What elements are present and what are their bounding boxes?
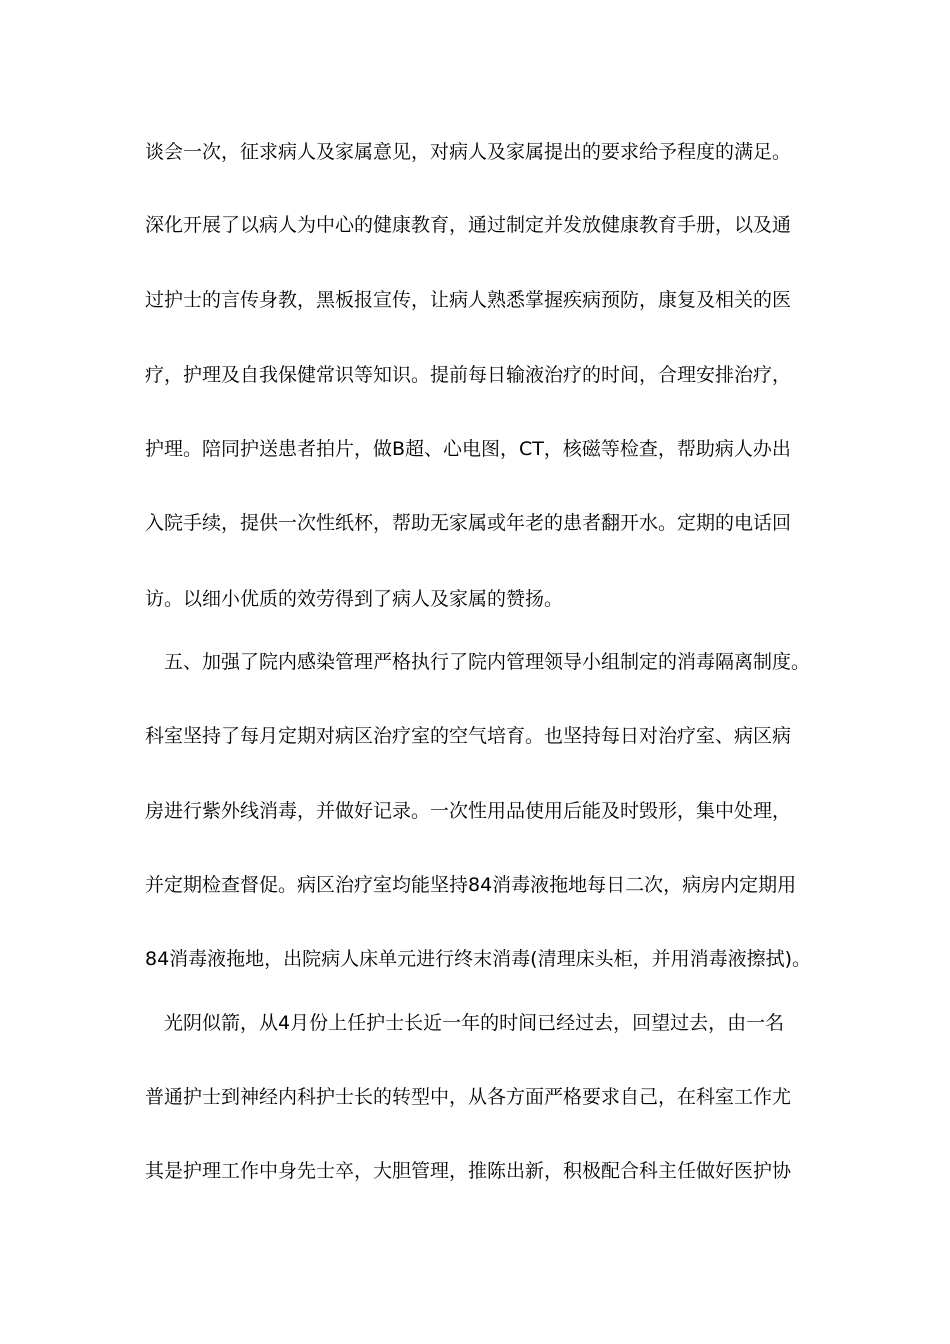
text-line: 深化开展了以病人为中心的健康教育，通过制定并发放健康教育手册，以及通 [145, 214, 792, 236]
text-line: 疗，护理及自我保健常识等知识。提前每日输液治疗的时间，合理安排治疗， [145, 364, 792, 386]
text-line: 普通护士到神经内科护士长的转型中，从各方面严格要求自己，在科室工作尤 [145, 1086, 792, 1108]
text-line: 访。以细小优质的效劳得到了病人及家属的赞扬。 [145, 588, 564, 610]
text-line: 84消毒液拖地，出院病人床单元进行终末消毒(清理床头柜，并用消毒液擦拭)。 [145, 948, 812, 970]
text-line: 其是护理工作中身先士卒，大胆管理，推陈出新，积极配合科主任做好医护协 [145, 1160, 792, 1182]
text-line: 过护士的言传身教，黑板报宣传，让病人熟悉掌握疾病预防，康复及相关的医 [145, 289, 792, 311]
section-heading-line: 五、加强了院内感染管理严格执行了院内管理领导小组制定的消毒隔离制度。 [164, 651, 811, 673]
text-line: 护理。陪同护送患者拍片，做B超、心电图，CT，核磁等检查，帮助病人办出 [145, 438, 791, 460]
text-line: 并定期检查督促。病区治疗室均能坚持84消毒液拖地每日二次，病房内定期用 [145, 874, 797, 896]
text-line: 房进行紫外线消毒，并做好记录。一次性用品使用后能及时毁形，集中处理， [145, 800, 792, 822]
text-line: 科室坚持了每月定期对病区治疗室的空气培育。也坚持每日对治疗室、病区病 [145, 725, 792, 747]
text-line: 谈会一次，征求病人及家属意见，对病人及家属提出的要求给予程度的满足。 [145, 141, 792, 163]
text-line: 入院手续，提供一次性纸杯，帮助无家属或年老的患者翻开水。定期的电话回 [145, 512, 792, 534]
paragraph-start-line: 光阴似箭，从4月份上任护士长近一年的时间已经过去，回望过去，由一名 [164, 1012, 785, 1034]
